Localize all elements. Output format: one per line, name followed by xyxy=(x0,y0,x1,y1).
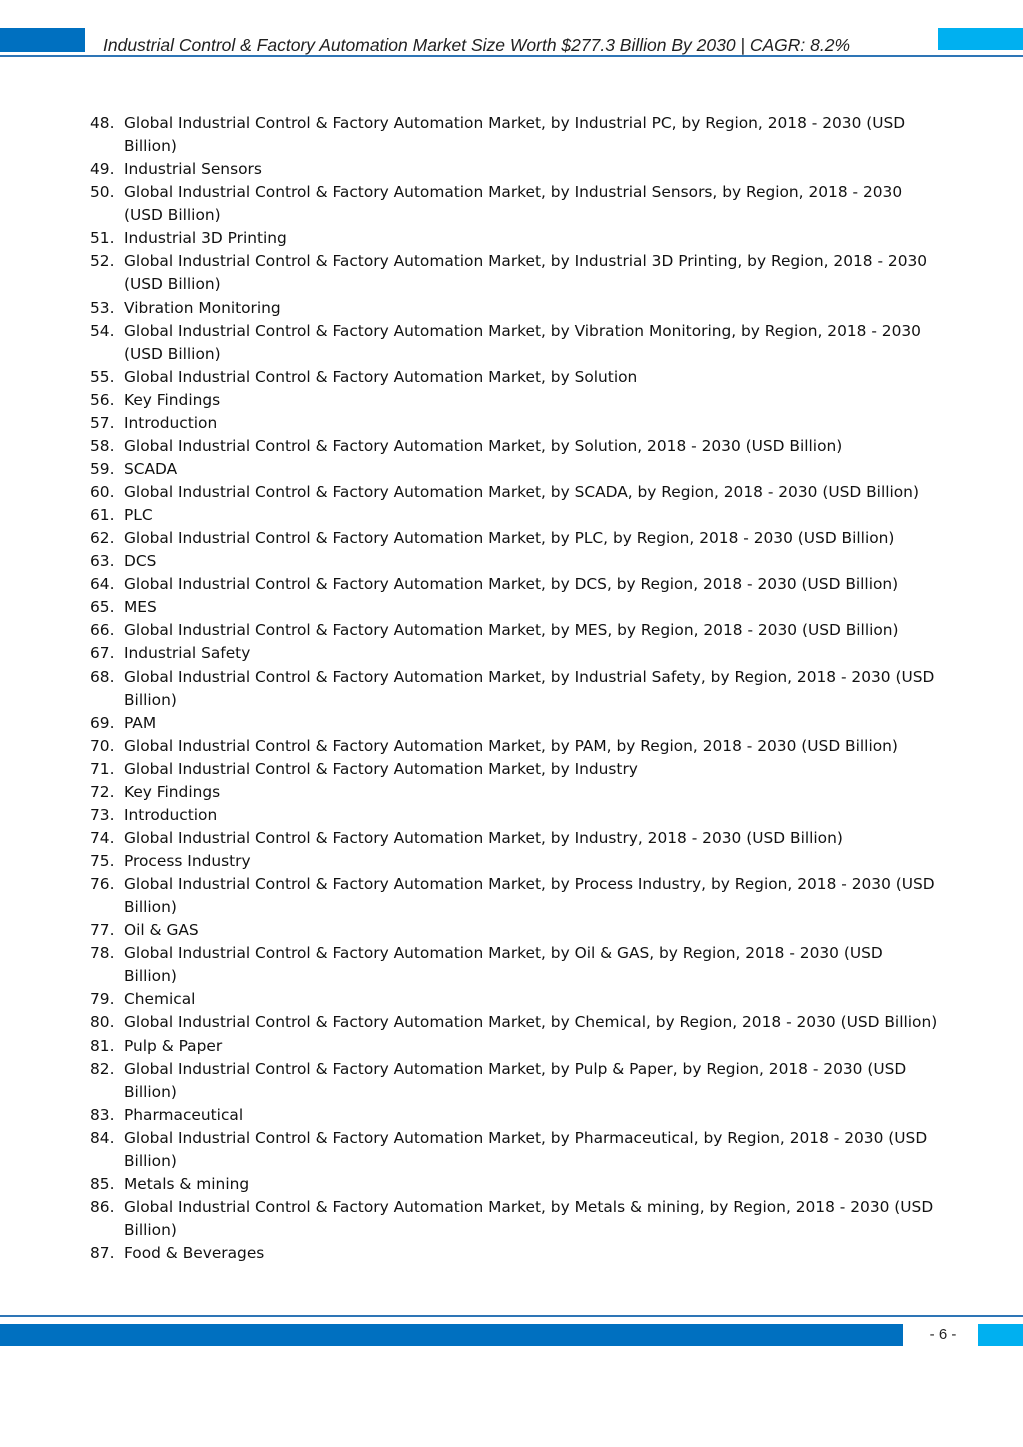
toc-item-number: 63. xyxy=(90,552,115,571)
toc-item-text: Pulp & Paper xyxy=(124,1036,223,1055)
toc-item-number: 64. xyxy=(90,575,115,594)
toc-item-number: 70. xyxy=(90,736,115,755)
toc-item-text: SCADA xyxy=(124,459,178,478)
toc-list-item xyxy=(90,366,940,389)
toc-item-text: Industrial 3D Printing xyxy=(124,229,287,248)
header-divider xyxy=(0,55,1023,57)
header-accent-block-right xyxy=(938,28,1023,50)
toc-item-text: Introduction xyxy=(124,805,218,824)
toc-list-item xyxy=(90,619,940,642)
toc-item-number: 60. xyxy=(90,483,115,501)
toc-item-number: 82. xyxy=(90,1059,115,1078)
toc-list-item xyxy=(90,412,940,435)
toc-list-item xyxy=(90,481,940,504)
toc-item-number: 83. xyxy=(90,1105,115,1124)
toc-item-text: Oil & GAS xyxy=(124,921,199,940)
toc-item-number: 81. xyxy=(90,1036,115,1055)
toc-item-text: Introduction xyxy=(124,413,218,432)
toc-list-item xyxy=(90,1011,940,1034)
toc-list-item xyxy=(90,112,940,158)
toc-item-text: Global Industrial Control & Factory Automation Market, by Oil & GAS, by Region, 2018 - 2030 (USD Billion) xyxy=(124,944,883,986)
toc-item-text: Key Findings xyxy=(124,390,221,409)
toc-item-text: Metals & mining xyxy=(124,1174,250,1193)
toc-item-text: Industrial Sensors xyxy=(124,160,262,179)
page-number: - 6 - xyxy=(929,1326,957,1343)
toc-item-text: Global Industrial Control & Factory Automation Market, by MES, by Region, 2018 - 2030 (USD Billion) xyxy=(124,621,899,640)
toc-item-text: PLC xyxy=(124,506,153,525)
toc-item-number: 65. xyxy=(90,598,115,617)
toc-item-number: 80. xyxy=(90,1013,115,1032)
toc-item-number: 50. xyxy=(90,183,115,202)
toc-list-item xyxy=(90,1104,940,1127)
toc-list-item xyxy=(90,250,940,296)
toc-list-item xyxy=(90,1127,940,1173)
toc-list-item xyxy=(90,596,940,619)
toc-list-item xyxy=(90,1196,940,1242)
toc-item-number: 77. xyxy=(90,921,115,940)
toc-item-number: 75. xyxy=(90,852,115,870)
toc-item-number: 49. xyxy=(90,160,115,179)
toc-list-item xyxy=(90,712,940,735)
toc-item-text: Global Industrial Control & Factory Automation Market, by Solution, 2018 - 2030 (USD Billion) xyxy=(124,436,843,455)
toc-list-item xyxy=(90,804,940,827)
toc-item-number: 79. xyxy=(90,990,115,1009)
toc-item-text: Pharmaceutical xyxy=(124,1105,244,1124)
toc-item-number: 54. xyxy=(90,321,115,340)
toc-list-item xyxy=(90,1035,940,1058)
header-title: Industrial Control & Factory Automation Market Size Worth $277.3 Billion By 2030 | CAGR: 8.2% xyxy=(103,35,851,55)
header-accent-block-left xyxy=(0,28,85,52)
toc-item-text: Global Industrial Control & Factory Automation Market, by Industrial Safety, by Region, 2018 - 2030 (USD Billion) xyxy=(124,667,935,709)
toc-list-item xyxy=(90,550,940,573)
toc-item-number: 73. xyxy=(90,805,115,824)
toc-list-item xyxy=(90,389,940,412)
toc-list-item xyxy=(90,1058,940,1104)
toc-item-text: Global Industrial Control & Factory Automation Market, by Pulp & Paper, by Region, 2018 - 2030 (USD Billion) xyxy=(124,1059,907,1101)
toc-item-text: Process Industry xyxy=(124,852,251,870)
toc-item-text: Global Industrial Control & Factory Automation Market, by Vibration Monitoring, by Region, 2018 - 2030 (USD Billion) xyxy=(124,321,921,363)
toc-item-number: 53. xyxy=(90,298,115,317)
toc-item-number: 66. xyxy=(90,621,115,640)
toc-list-item xyxy=(90,758,940,781)
toc-item-text: Global Industrial Control & Factory Automation Market, by Process Industry, by Region, 2018 - 2030 (USD Billion) xyxy=(124,875,935,917)
toc-item-number: 87. xyxy=(90,1244,115,1263)
toc-item-text: PAM xyxy=(124,713,157,732)
toc-item-text: Global Industrial Control & Factory Automation Market, by SCADA, by Region, 2018 - 2030 (USD Billion) xyxy=(124,483,919,501)
toc-item-text: Global Industrial Control & Factory Automation Market, by PLC, by Region, 2018 - 2030 (USD Billion) xyxy=(124,529,895,548)
toc-list-item xyxy=(90,873,940,919)
toc-list-item xyxy=(90,1242,940,1265)
toc-list-item xyxy=(90,642,940,665)
toc-item-number: 58. xyxy=(90,436,115,455)
toc-list-item xyxy=(90,666,940,712)
toc-list-item xyxy=(90,458,940,481)
toc-item-number: 59. xyxy=(90,459,115,478)
toc-item-text: Vibration Monitoring xyxy=(124,298,281,317)
toc-item-number: 84. xyxy=(90,1128,115,1147)
toc-list-item xyxy=(90,827,940,850)
toc-item-number: 76. xyxy=(90,875,115,894)
toc-item-text: Global Industrial Control & Factory Automation Market, by Industry, 2018 - 2030 (USD Billion) xyxy=(124,828,843,847)
toc-item-text: Global Industrial Control & Factory Automation Market, by PAM, by Region, 2018 - 2030 (USD Billion) xyxy=(124,736,898,755)
toc-item-number: 61. xyxy=(90,506,115,525)
table-of-contents-list xyxy=(90,112,940,1265)
toc-item-number: 51. xyxy=(90,229,115,248)
toc-item-number: 56. xyxy=(90,390,115,409)
toc-item-text: Food & Beverages xyxy=(124,1244,265,1263)
toc-item-number: 85. xyxy=(90,1174,115,1193)
toc-list-item xyxy=(90,735,940,758)
toc-item-text: Global Industrial Control & Factory Automation Market, by Chemical, by Region, 2018 - 2030 (USD Billion) xyxy=(124,1013,938,1032)
toc-item-number: 78. xyxy=(90,944,115,963)
toc-list-item xyxy=(90,988,940,1011)
toc-item-text: Global Industrial Control & Factory Automation Market, by DCS, by Region, 2018 - 2030 (USD Billion) xyxy=(124,575,899,594)
toc-item-text: Key Findings xyxy=(124,782,221,801)
toc-item-text: Global Industrial Control & Factory Automation Market, by Industry xyxy=(124,759,638,778)
toc-item-number: 69. xyxy=(90,713,115,732)
toc-item-text: Global Industrial Control & Factory Automation Market, by Solution xyxy=(124,367,638,386)
toc-item-number: 71. xyxy=(90,759,115,778)
toc-list-item xyxy=(90,850,940,873)
toc-list-item xyxy=(90,158,940,181)
toc-list-item xyxy=(90,227,940,250)
toc-item-text: Global Industrial Control & Factory Automation Market, by Industrial PC, by Region, 2018 - 2030 (USD Billion) xyxy=(124,114,906,156)
toc-item-number: 72. xyxy=(90,782,115,801)
toc-item-number: 67. xyxy=(90,644,115,663)
toc-item-text: Global Industrial Control & Factory Automation Market, by Metals & mining, by Region, 2018 - 2030 (USD Billion) xyxy=(124,1197,934,1239)
toc-list-item xyxy=(90,942,940,988)
toc-item-number: 52. xyxy=(90,252,115,271)
toc-list-item xyxy=(90,527,940,550)
toc-item-number: 57. xyxy=(90,413,115,432)
footer-accent-block-right xyxy=(978,1324,1023,1346)
toc-item-number: 48. xyxy=(90,114,115,132)
toc-item-text: MES xyxy=(124,598,157,617)
toc-item-number: 74. xyxy=(90,828,115,847)
toc-item-number: 68. xyxy=(90,667,115,686)
toc-item-text: DCS xyxy=(124,552,157,571)
toc-list-item xyxy=(90,919,940,942)
toc-list-item xyxy=(90,504,940,527)
toc-item-text: Chemical xyxy=(124,990,196,1009)
toc-list-item xyxy=(90,1173,940,1196)
toc-item-number: 55. xyxy=(90,367,115,386)
toc-list-item xyxy=(90,320,940,366)
toc-list-item xyxy=(90,435,940,458)
toc-item-text: Global Industrial Control & Factory Automation Market, by Industrial Sensors, by Region, 2018 - 2030 (USD Billion) xyxy=(124,183,903,225)
toc-item-text: Industrial Safety xyxy=(124,644,251,663)
toc-list-item xyxy=(90,181,940,227)
toc-item-text: Global Industrial Control & Factory Automation Market, by Industrial 3D Printing, by Region, 2018 - 2030 (USD Billion) xyxy=(124,252,928,294)
toc-list-item xyxy=(90,573,940,596)
footer-divider xyxy=(0,1315,1023,1317)
toc-item-number: 62. xyxy=(90,529,115,548)
toc-item-number: 86. xyxy=(90,1197,115,1216)
toc-list-item xyxy=(90,781,940,804)
footer-accent-band xyxy=(0,1324,903,1346)
toc-list-item xyxy=(90,297,940,320)
toc-item-text: Global Industrial Control & Factory Automation Market, by Pharmaceutical, by Region, 2018 - 2030 (USD Billion) xyxy=(124,1128,928,1170)
